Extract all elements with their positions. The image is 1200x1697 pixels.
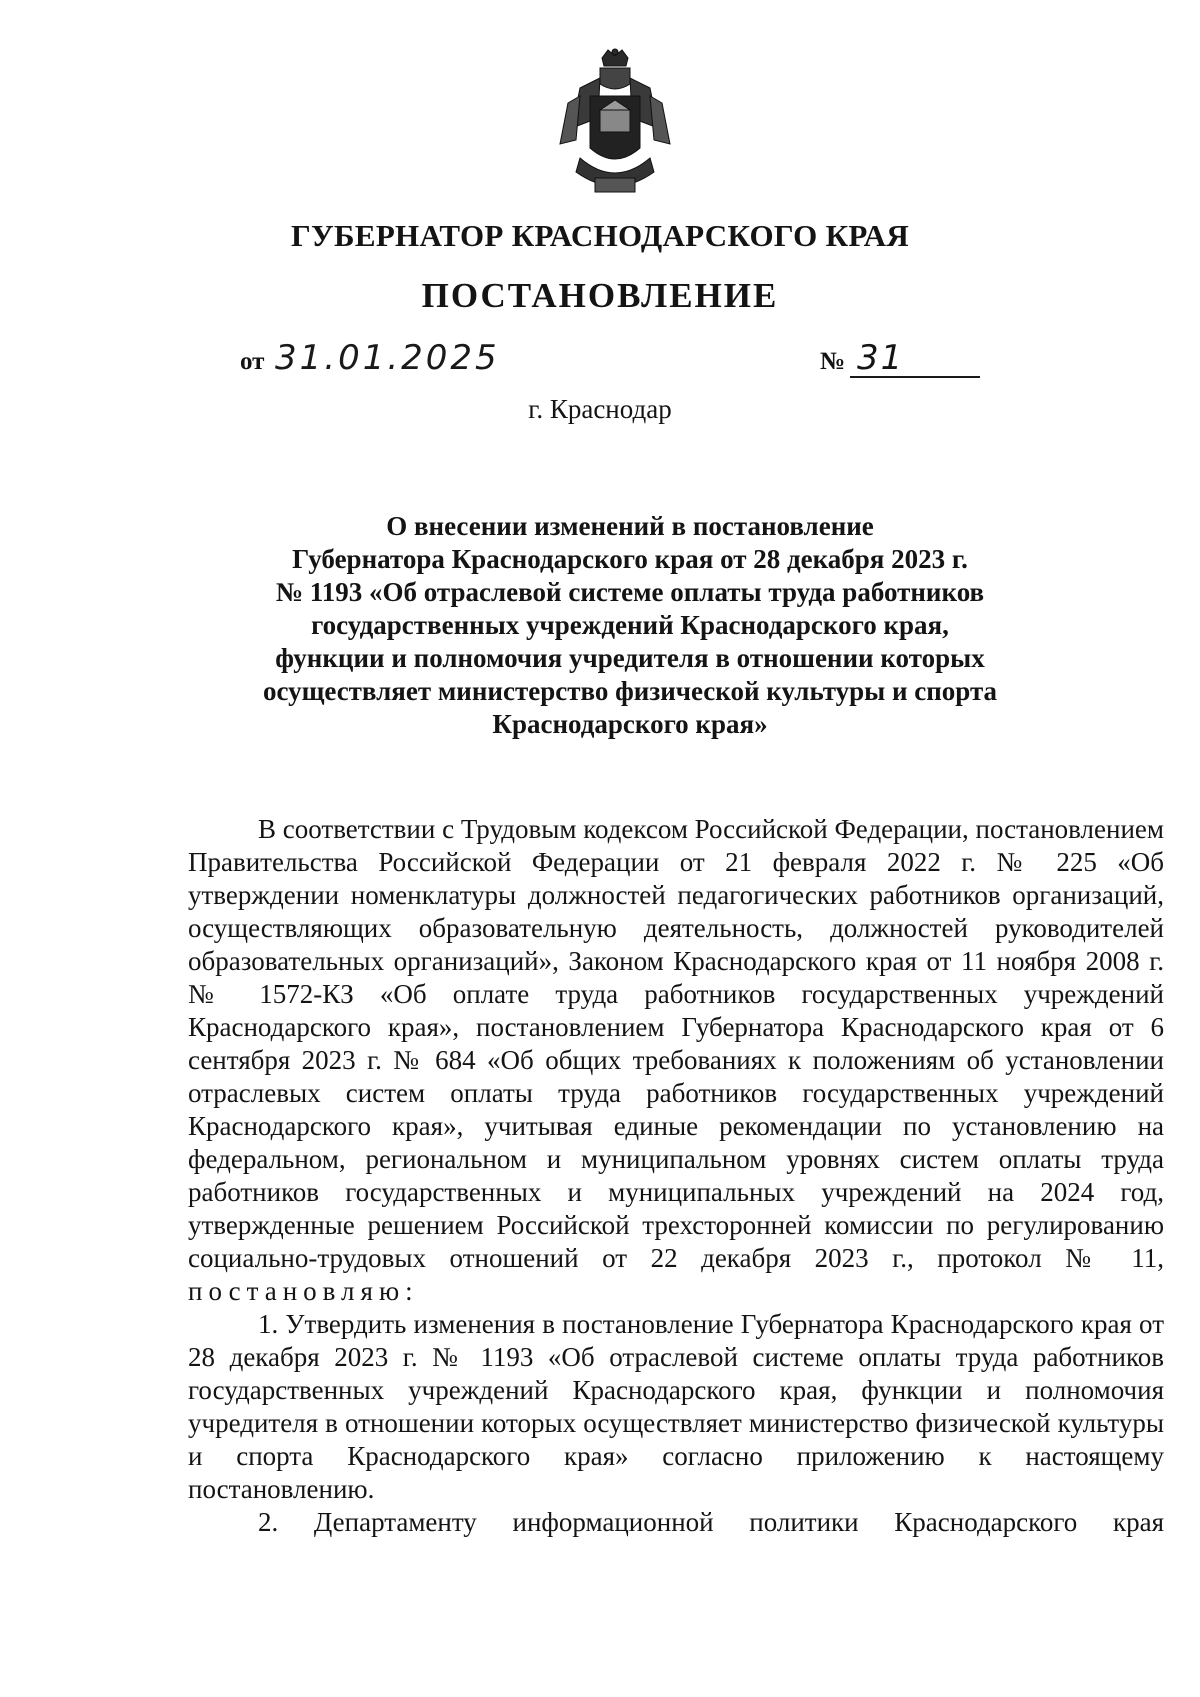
document-number: 31 (857, 338, 905, 378)
document-body (188, 813, 1164, 1539)
preamble-text: В соответствии с Трудовым кодексом Российской Федерации, постановлением Правительства Российской Федерации от 21 февраля 2022 г. № 225 «Об утверждении номенклатуры должностей педагогических работников организаций, осуществляющих образовательную деятельность, должностей руководителей образовательных организаций», Законом Краснодарского края от 11 ноября 2008 г. № 1572-КЗ «Об оплате труда работников государственных учреждений Краснодарского края», постановлением Губернатора Краснодарского края от 6 сентября 2023 г. № 684 «Об общих требованиях к положениям об установлении отраслевых систем оплаты труда работников государственных учреждений Краснодарского края», учитывая единые рекомендации по установлению на федеральном, региональном и муниципальном уровнях систем оплаты труда работников государственных и муниципальных учреждений на 2024 год, утвержденные решением Российской трехсторонней комиссии по регулированию социально-трудовых отношений от 22 декабря 2023 г., протокол № 11, (188, 814, 1164, 1273)
title-line: функции и полномочия учредителя в отношении которых (275, 643, 985, 673)
city: г. Краснодар (528, 394, 672, 424)
document-title (260, 510, 1000, 741)
item-1-paragraph: 1. Утвердить изменения в постановление Губернатора Краснодарского края от 28 декабря 2023 г. № 1193 «Об отраслевой системе оплаты труда работников государственных учреждений Краснодарского края, функции и полномочия учредителя в отношении которых осуществляет министерство физической культуры и спорта Краснодарского края» согласно приложению к настоящему постановлению. (188, 1309, 1164, 1504)
document-type: ПОСТАНОВЛЕНИЕ (421, 276, 779, 315)
title-line: Губернатора Краснодарского края от 28 декабря 2023 г. (292, 544, 968, 574)
number-prefix: № (820, 348, 846, 375)
item-2-paragraph: 2. Департаменту информационной политики Краснодарского края (258, 1507, 1164, 1537)
date-number-row (0, 338, 1200, 382)
title-line: государственных учреждений Краснодарского края, (311, 610, 949, 640)
issuing-authority: ГУБЕРНАТОР КРАСНОДАРСКОГО КРАЯ (290, 218, 910, 253)
krasnodar-coat-of-arms-icon (550, 48, 680, 203)
title-line: № 1193 «Об отраслевой системе оплаты труда работников (275, 577, 985, 607)
title-line: О внесении изменений в постановление (386, 511, 874, 541)
date-prefix: от (240, 348, 265, 375)
title-line: Краснодарского края» (492, 709, 768, 739)
decree-word: постановляю: (188, 1276, 419, 1306)
document-date: 31.01.2025 (275, 338, 500, 378)
preamble-paragraph (188, 813, 1164, 1308)
title-line: осуществляет министерство физической культуры и спорта (262, 676, 998, 706)
